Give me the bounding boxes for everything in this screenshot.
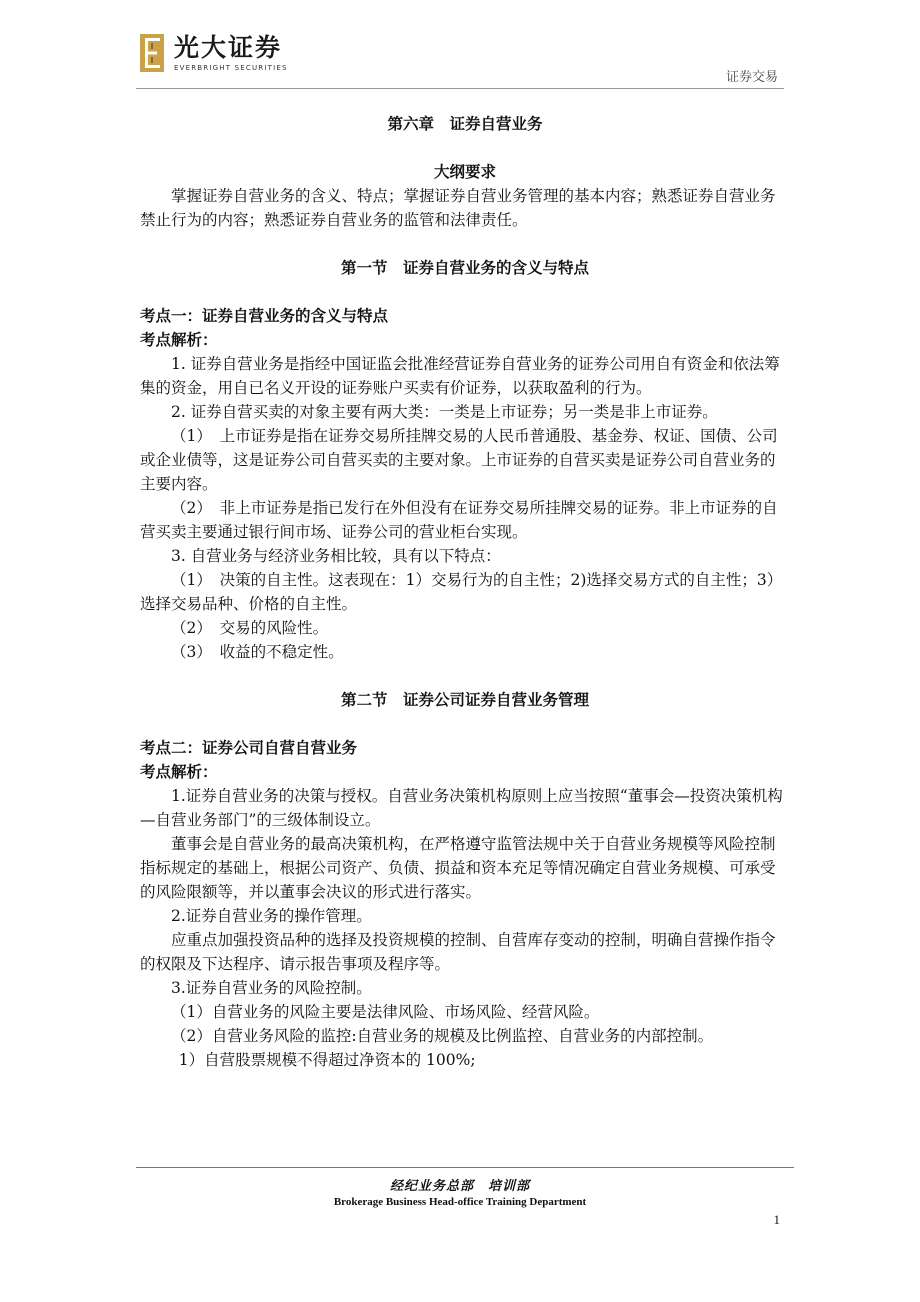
section2-title: 第二节 证券公司证券自营业务管理 <box>340 690 589 709</box>
chapter-title: 第六章 证券自营业务 <box>387 114 543 133</box>
paragraph: （1） 上市证券是指在证券交易所挂牌交易的人民币普通股、基金券、权证、国债、公司或企业债等，这是证券公司自营买卖的主要对象。上市证券的自营买卖是证券公司自营业务的主要内容。 <box>140 427 778 493</box>
logo-chinese-name: 光大证券 <box>174 33 283 62</box>
point1-analysis-label: 考点解析： <box>140 330 218 349</box>
section1-title: 第一节 证券自营业务的含义与特点 <box>340 258 589 277</box>
paragraph: 1）自营股票规模不得超过净资本的 100%; <box>178 1051 476 1069</box>
outline-text: 掌握证券自营业务的含义、特点；掌握证券自营业务管理的基本内容；熟悉证券自营业务禁止行为的内容；熟悉证券自营业务的监管和法律责任。 <box>140 187 776 229</box>
logo-english-name: EVERBRIGHT SECURITIES <box>174 64 288 72</box>
document-body <box>140 112 790 1072</box>
point2-analysis-label: 考点解析： <box>140 762 218 781</box>
paragraph: 2. 证券自营买卖的对象主要有两大类：一类是上市证券；另一类是非上市证券。 <box>171 403 718 421</box>
everbright-logo-mark-icon <box>140 34 164 72</box>
footer-divider <box>136 1167 794 1168</box>
footer-department-cn: 经纪业务总部 培训部 <box>389 1179 530 1194</box>
paragraph: （2） 非上市证券是指已发行在外但没有在证券交易所挂牌交易的证券。非上市证券的自营买卖主要通过银行间市场、证券公司的营业柜台实现。 <box>140 499 778 541</box>
paragraph: （2）自营业务风险的监控:自营业务的规模及比例监控、自营业务的内部控制。 <box>171 1027 714 1045</box>
paragraph: 应重点加强投资品种的选择及投资规模的控制、自营库存变动的控制，明确自营操作指令的权限及下达程序、请示报告事项及程序等。 <box>140 931 776 973</box>
page-number: 1 <box>773 1212 780 1227</box>
paragraph: （1）自营业务的风险主要是法律风险、市场风险、经营风险。 <box>171 1003 600 1021</box>
footer-department-en: Brokerage Business Head-office Training Department <box>333 1196 587 1208</box>
paragraph: 3. 自营业务与经济业务相比较，具有以下特点： <box>171 547 501 565</box>
point2-title: 考点二：证券公司自营自营业务 <box>140 738 358 757</box>
point1-title: 考点一：证券自营业务的含义与特点 <box>140 306 389 325</box>
paragraph: （2） 交易的风险性。 <box>171 619 329 637</box>
paragraph: 董事会是自营业务的最高决策机构，在严格遵守监管法规中关于自营业务规模等风险控制指标规定的基础上，根据公司资产、负债、损益和资本充足等情况确定自营业务规模、可承受的风险限额等，并以董事会决议的形式进行落实。 <box>140 835 776 901</box>
paragraph: 1.证券自营业务的决策与授权。自营业务决策机构原则上应当按照“董事会—投资决策机构—自营业务部门”的三级体制设立。 <box>140 787 783 829</box>
everbright-logo <box>140 34 300 74</box>
paragraph: 3.证券自营业务的风险控制。 <box>171 979 372 997</box>
header-divider <box>136 88 784 89</box>
header-section-label: 证券交易 <box>725 70 778 85</box>
paragraph: 1. 证券自营业务是指经中国证监会批准经营证券自营业务的证券公司用自有资金和依法筹集的资金，用自已名义开设的证券账户买卖有价证券，以获取盈利的行为。 <box>140 355 780 397</box>
paragraph: （1） 决策的自主性。这表现在：1）交易行为的自主性；2)选择交易方式的自主性；3）选择交易品种、价格的自主性。 <box>140 571 783 613</box>
paragraph: （3） 收益的不稳定性。 <box>171 643 344 661</box>
outline-title: 大纲要求 <box>433 162 496 181</box>
paragraph: 2.证券自营业务的操作管理。 <box>171 907 372 925</box>
